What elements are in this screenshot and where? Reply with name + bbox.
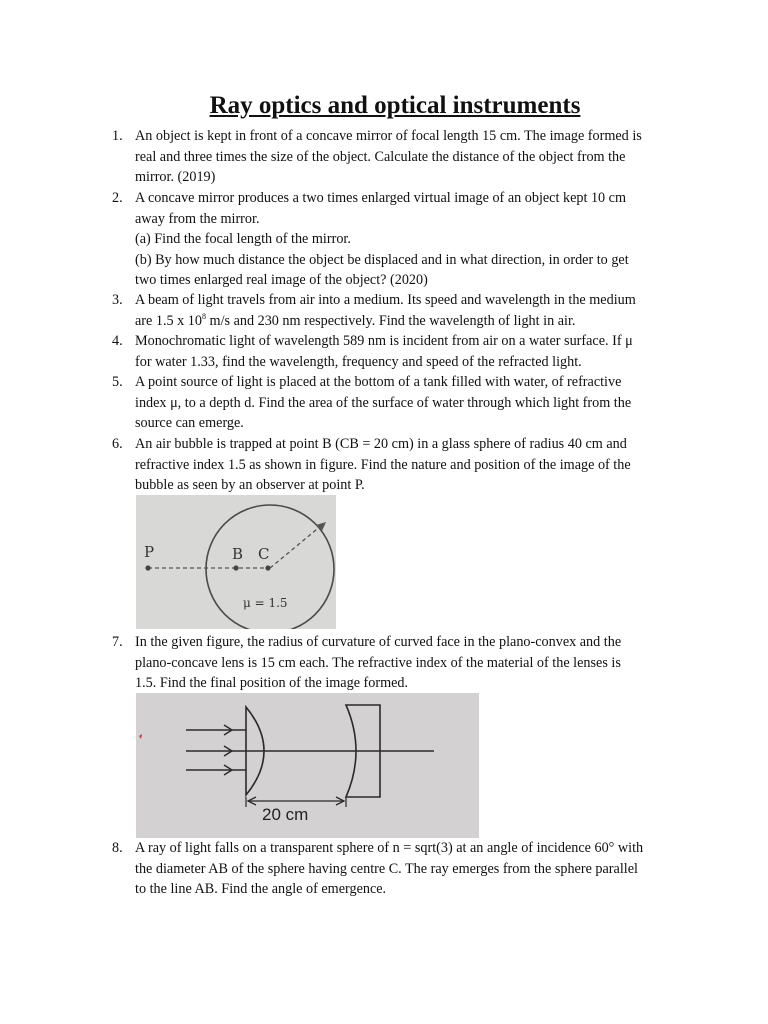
question-text-line: are 1.5 x $10^8$ m/s and 230 nm respectively. Find the wavelength of light in air. xyxy=(135,311,576,329)
question-text-line: index μ, to a depth d. Find the area of the surface of water through which light from the xyxy=(135,394,632,411)
arrow-head-icon xyxy=(316,522,326,531)
page-title: Ray optics and optical instruments xyxy=(209,92,581,119)
question-number: 5. xyxy=(112,374,123,390)
exponent: 8 xyxy=(201,311,206,321)
red-mark xyxy=(139,734,142,739)
label-refractive-index: μ = 1.5 xyxy=(243,596,288,610)
question-text-line: An object is kept in front of a concave mirror of focal length 15 cm. The image formed is xyxy=(135,128,642,144)
question-text-line: to the line AB. Find the angle of emergence. xyxy=(135,881,387,898)
point-b-dot xyxy=(233,565,238,570)
label-c: C xyxy=(258,545,270,563)
question-text-line: source can emerge. xyxy=(135,415,244,432)
question-text-line: A point source of light is placed at the bottom of a tank filled with water, of refractive xyxy=(135,374,622,390)
question-text-line: plano-concave lens is 15 cm each. The refractive index of the material of the lenses is xyxy=(135,654,621,671)
distance-label: 20 cm xyxy=(262,805,309,824)
point-c-dot xyxy=(265,565,270,570)
radius-line xyxy=(270,525,322,568)
question-text-line: 1.5. Find the final position of the image formed. xyxy=(135,675,409,692)
question-text-line: Monochromatic light of wavelength 589 nm is incident from air on a water surface. If μ xyxy=(135,333,633,349)
question-number: 8. xyxy=(112,840,123,856)
question-number: 3. xyxy=(112,292,123,308)
question-text-line: (a) Find the focal length of the mirror. xyxy=(135,231,351,248)
question-text-line: A concave mirror produces a two times enlarged virtual image of an object kept 10 cm xyxy=(135,190,627,206)
question-text-line: away from the mirror. xyxy=(135,210,260,227)
question-number: 6. xyxy=(112,436,123,452)
question-text-line: A beam of light travels from air into a medium. Its speed and wavelength in the medium xyxy=(135,292,636,308)
question-text-line: two times enlarged real image of the object? (2020) xyxy=(135,272,428,289)
glass-sphere-figure xyxy=(136,495,336,629)
question-text-line: for water 1.33, find the wavelength, frequency and speed of the refracted light. xyxy=(135,353,582,370)
label-b: B xyxy=(232,545,244,563)
label-p: P xyxy=(144,543,155,561)
point-p-dot xyxy=(145,565,150,570)
question-text-line: the diameter AB of the sphere having centre C. The ray emerges from the sphere parallel xyxy=(135,860,638,877)
question-text-line: A ray of light falls on a transparent sphere of n = sqrt(3) at an angle of incidence 60° with xyxy=(135,840,644,856)
question-text-line: An air bubble is trapped at point B (CB = 20 cm) in a glass sphere of radius 40 cm and xyxy=(135,436,627,452)
question-text-line: refractive index 1.5 as shown in figure. Find the nature and position of the image of the xyxy=(135,456,631,473)
question-number: 4. xyxy=(112,333,123,349)
question-number: 7. xyxy=(112,634,123,650)
question-text-line: real and three times the size of the object. Calculate the distance of the object from the xyxy=(135,148,626,165)
lens-system-figure xyxy=(136,693,479,838)
question-number: 2. xyxy=(112,190,123,206)
question-number: 1. xyxy=(112,128,123,144)
question-text-line: In the given figure, the radius of curvature of curved face in the plano-convex and the xyxy=(135,634,622,650)
question-text-line: mirror. (2019) xyxy=(135,169,216,186)
question-text-line: (b) By how much distance the object be displaced and in what direction, in order to get xyxy=(135,251,629,268)
question-text-line: bubble as seen by an observer at point P. xyxy=(135,477,365,494)
